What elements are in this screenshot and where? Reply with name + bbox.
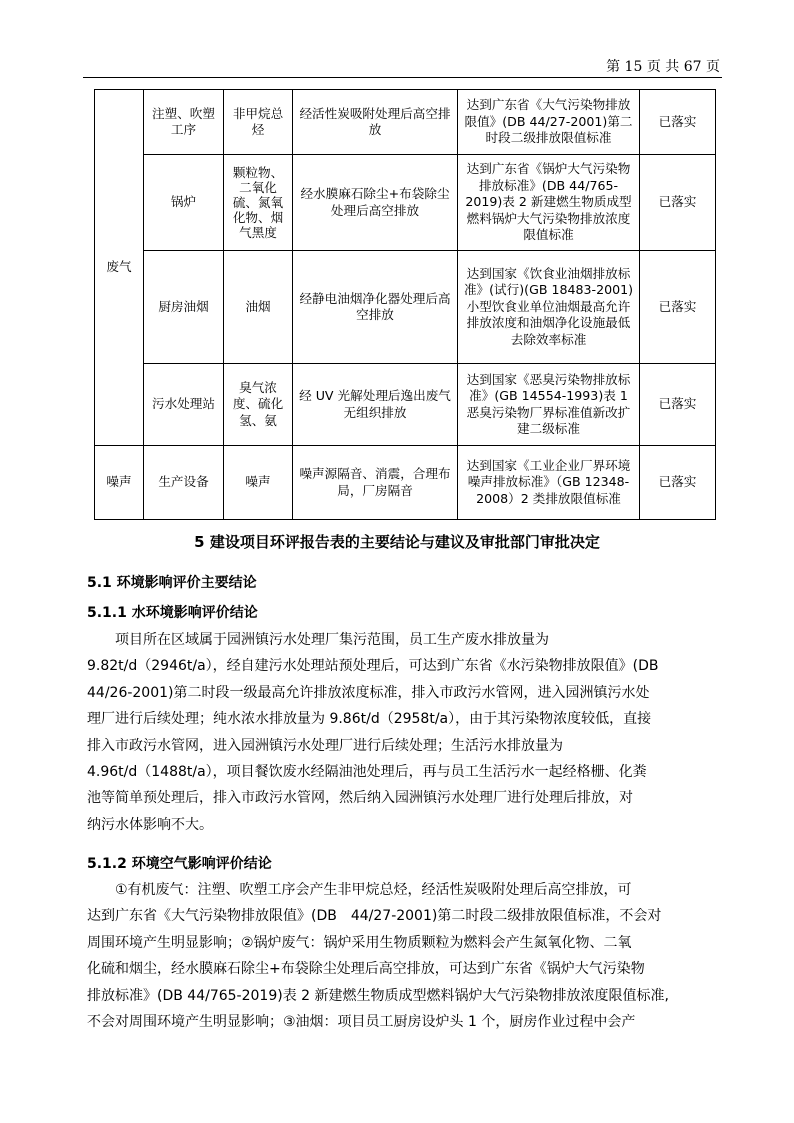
group-cell-waste-gas: 废气 — [95, 90, 144, 446]
paragraph-line: 项目所在区域属于园洲镇污水处理厂集污范围，员工生产废水排放量为 — [87, 632, 549, 648]
section-5-1-title: 5.1 环境影响评价主要结论 — [87, 575, 257, 591]
paragraph-line: 池等简单预处理后，排入市政污水管网，然后纳入园洲镇污水处理厂进行处理后排放，对 — [87, 790, 633, 807]
source-cell: 注塑、吹塑工序 — [144, 90, 224, 155]
table-row — [95, 90, 716, 155]
section-5-title: 5 建设项目环评报告表的主要结论与建议及审批部门审批决定 — [194, 533, 600, 551]
pollutant-cell: 颗粒物、二氧化硫、氮氧化物、烟气黑度 — [224, 155, 293, 251]
source-cell: 生产设备 — [144, 446, 224, 520]
paragraph-line: 排放标准》(DB 44/765-2019)表 2 新建燃生物质成型燃料锅炉大气污染物排放浓度限值标准, — [87, 987, 669, 1004]
measure-cell: 经活性炭吸附处理后高空排放 — [293, 90, 458, 155]
paragraph-line: 化硫和烟尘，经水膜麻石除尘+布袋除尘处理后高空排放，可达到广东省《锅炉大气污染物 — [87, 961, 645, 978]
paragraph-line: 理厂进行后续处理；纯水浓水排放量为 9.86t/d（2958t/a），由于其污染物浓度较低，直接 — [87, 711, 652, 728]
status-cell: 已落实 — [640, 446, 716, 520]
pollutant-cell: 油烟 — [224, 251, 293, 364]
status-cell: 已落实 — [640, 251, 716, 364]
table-row — [95, 251, 716, 364]
paragraph-line: 4.96t/d（1488t/a），项目餐饮废水经隔油池处理后，再与员工生活污水一起经格栅、化粪 — [87, 764, 647, 781]
water-conclusion-paragraph — [87, 627, 723, 838]
paragraph-line: 不会对周围环境产生明显影响；③油烟：项目员工厨房设炉头 1 个，厨房作业过程中会产 — [87, 1014, 636, 1031]
status-cell: 已落实 — [640, 155, 716, 251]
table-row — [95, 155, 716, 251]
source-cell: 厨房油烟 — [144, 251, 224, 364]
paragraph-line: 44/26-2001)第二时段一级最高允许排放浓度标准，排入市政污水管网，进入园洲镇污水处 — [87, 684, 650, 701]
status-cell: 已落实 — [640, 90, 716, 155]
header-rule — [83, 77, 722, 78]
pollutant-cell: 噪声 — [224, 446, 293, 520]
standard-cell: 达到广东省《锅炉大气污染物排放标准》(DB 44/765-2019)表 2 新建燃生物质成型燃料锅炉大气污染物排放浓度限值标准 — [458, 155, 640, 251]
section-5-1-1-title: 5.1.1 水环境影响评价结论 — [87, 605, 258, 621]
status-cell: 已落实 — [640, 364, 716, 446]
measure-cell: 经水膜麻石除尘+布袋除尘处理后高空排放 — [293, 155, 458, 251]
paragraph-line: 周围环境产生明显影响；②锅炉废气：锅炉采用生物质颗粒为燃料会产生氮氧化物、二氧 — [87, 934, 632, 951]
section-5-1-2-title: 5.1.2 环境空气影响评价结论 — [87, 856, 272, 872]
pollutant-cell: 臭气浓度、硫化氢、氨 — [224, 364, 293, 446]
paragraph-line: 排入市政污水管网，进入园洲镇污水处理厂进行后续处理；生活污水排放量为 — [87, 737, 563, 754]
paragraph-line: 9.82t/d（2946t/a），经自建污水处理站预处理后，可达到广东省《水污染物排放限值》(DB — [87, 658, 659, 675]
standard-cell: 达到国家《饮食业油烟排放标准》(试行)(GB 18483-2001)小型饮食业单位油烟最高允许排放浓度和油烟净化设施最低去除效率标准 — [458, 251, 640, 364]
table-row — [95, 446, 716, 520]
paragraph-line: 纳污水体影响不大。 — [87, 816, 213, 833]
paragraph-line: ①有机废气：注塑、吹塑工序会产生非甲烷总烃，经活性炭吸附处理后高空排放，可 — [87, 882, 632, 898]
paragraph-line: 达到广东省《大气污染物排放限值》(DB 44/27-2001)第二时段二级排放限值标准，不会对 — [87, 908, 662, 925]
source-cell: 锅炉 — [144, 155, 224, 251]
source-cell: 污水处理站 — [144, 364, 224, 446]
table-row — [95, 364, 716, 446]
pollutant-cell: 非甲烷总烃 — [224, 90, 293, 155]
page-number: 第 15 页 共 67 页 — [606, 59, 720, 75]
measure-cell: 噪声源隔音、消震，合理布局，厂房隔音 — [293, 446, 458, 520]
measure-cell: 经静电油烟净化器处理后高空排放 — [293, 251, 458, 364]
measure-cell: 经 UV 光解处理后逸出废气无组织排放 — [293, 364, 458, 446]
group-cell-noise: 噪声 — [95, 446, 144, 520]
standard-cell: 达到广东省《大气污染物排放限值》(DB 44/27-2001)第二时段二级排放限值标准 — [458, 90, 640, 155]
standard-cell: 达到国家《恶臭污染物排放标准》(GB 14554-1993)表 1 恶臭污染物厂界标准值新改扩建二级标准 — [458, 364, 640, 446]
standard-cell: 达到国家《工业企业厂界环境噪声排放标准》（GB 12348-2008）2 类排放限值标准 — [458, 446, 640, 520]
pollution-measures-table — [94, 89, 716, 520]
air-conclusion-paragraph — [87, 877, 723, 1035]
